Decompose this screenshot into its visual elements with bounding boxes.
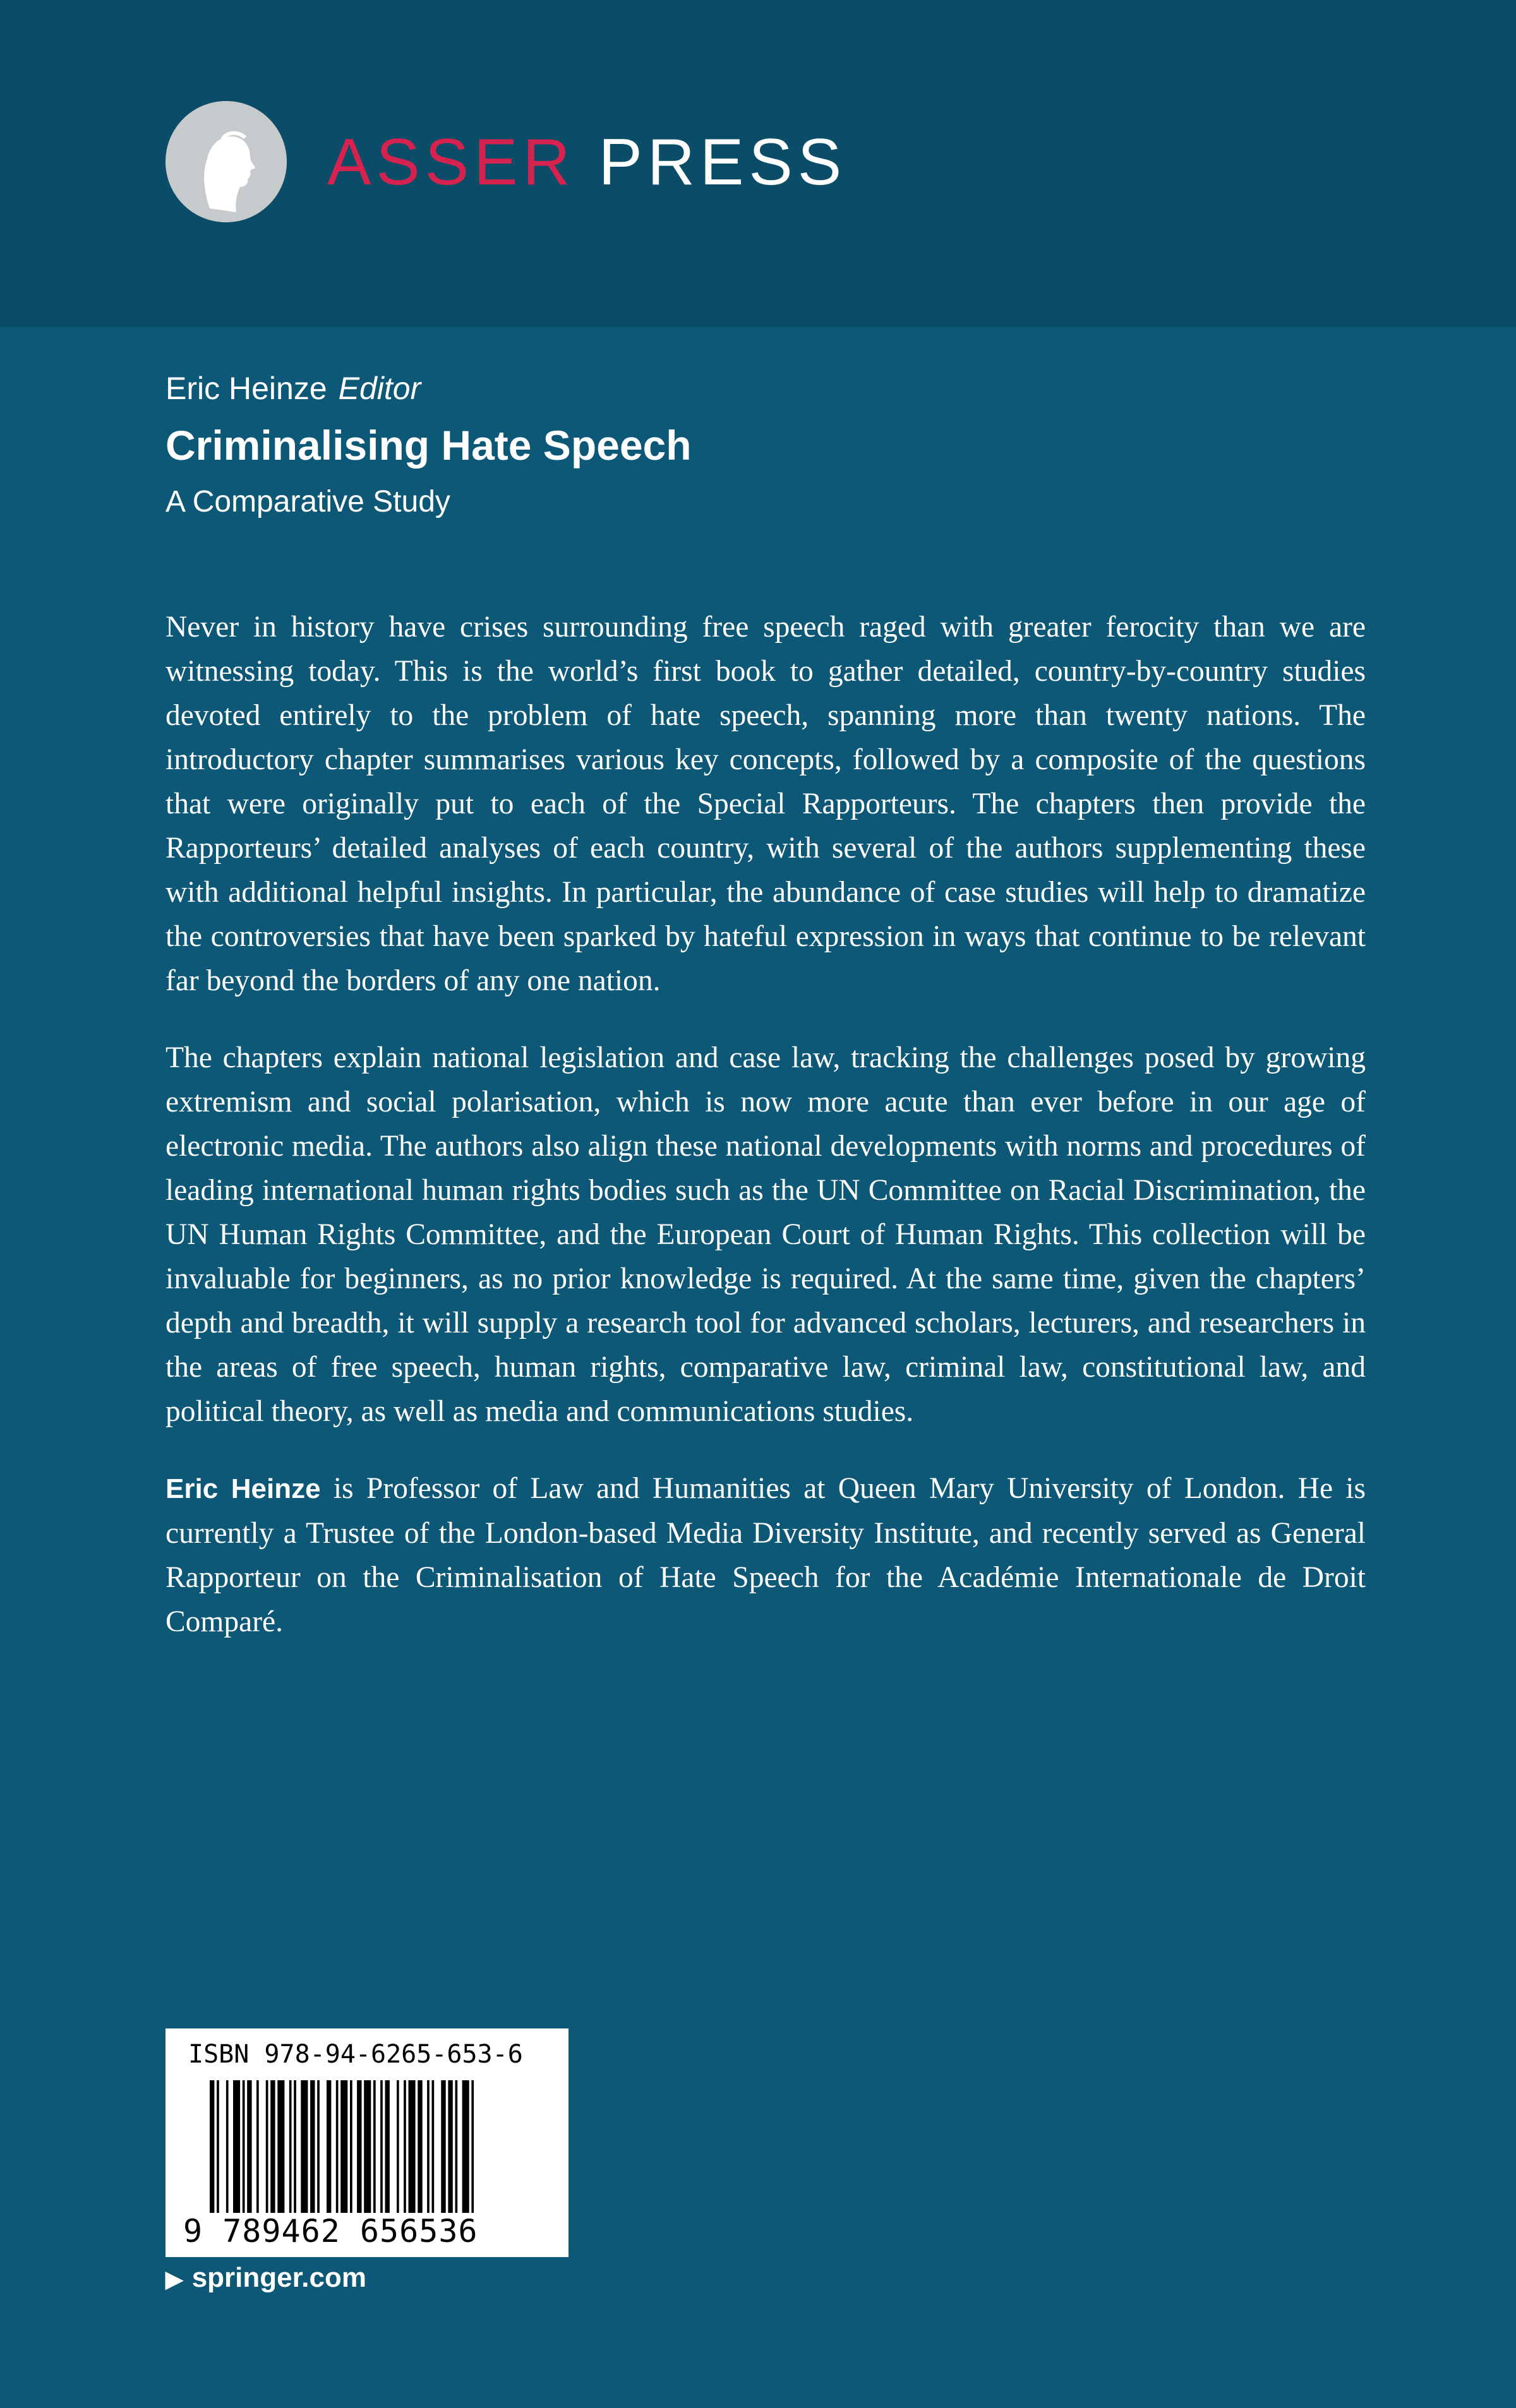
barcode-icon bbox=[207, 2080, 536, 2213]
book-title: Criminalising Hate Speech bbox=[165, 422, 692, 469]
publisher-name-press: PRESS bbox=[598, 126, 847, 199]
author-name: Eric Heinze bbox=[165, 1473, 321, 1504]
blurb-paragraph-1: Never in history have crises surrounding free speech raged with greater ferocity than we are witnessing today. This is the world’s first book to gather detailed, country-by-country studies devoted entirely to the problem of hate speech, spanning more than twenty nations. The introductory chapter summarises various key concepts, followed by a composite of the questions that were originally put to each of the Special Rapporteurs. The chapters then provide the Rapporteurs’ detailed analyses of each country, with several of the authors supplementing these with additional helpful insights. In particular, the abundance of case studies will help to dramatize the controversies that have been sparked by hateful expression in ways that continue to be relevant far beyond the borders of any one nation. bbox=[165, 611, 1366, 997]
publisher-name-main bbox=[575, 126, 846, 199]
publisher-logo-icon bbox=[165, 101, 287, 222]
editor-role: Editor bbox=[338, 371, 421, 406]
author-bio-text: is Professor of Law and Humanities at Queen Mary University of London. He is currently a Trustee of the London-based Media Diversity Institute, and recently served as General Rapporteur on the Criminalisation of Hate Speech for the Académie Internationale de Droit Comparé. bbox=[165, 1472, 1366, 1638]
barcode-digits: 9 789462 656536 bbox=[183, 2213, 478, 2249]
blurb bbox=[165, 605, 1366, 1677]
publisher-name-accent: ASSER bbox=[327, 126, 575, 199]
editor-line bbox=[165, 366, 421, 410]
springer-link[interactable] bbox=[165, 2258, 366, 2299]
triangle-right-icon: ▶ bbox=[165, 2266, 183, 2292]
editor-name: Eric Heinze bbox=[165, 371, 327, 406]
book-subtitle: A Comparative Study bbox=[165, 485, 450, 518]
publisher-name bbox=[327, 121, 846, 203]
isbn-label: ISBN 978-94-6265-653-6 bbox=[188, 2040, 523, 2069]
blurb-paragraph-2: The chapters explain national legislation and case law, tracking the challenges posed by growing extremism and social polarisation, which is now more acute than ever before in our age of electronic media. The authors also align these national developments with norms and procedures of leading international human rights bodies such as the UN Committee on Racial Discrimination, the UN Human Rights Committee, and the European Court of Human Rights. This collection will be invaluable for beginners, as no prior knowledge is required. At the same time, given the chapters’ depth and breadth, it will supply a research tool for advanced scholars, lecturers, and researchers in the areas of free speech, human rights, comparative law, criminal law, constitutional law, and political theory, as well as media and communications studies. bbox=[165, 1041, 1366, 1428]
springer-link-text: springer.com bbox=[191, 2262, 366, 2293]
isbn-barcode bbox=[165, 2028, 568, 2257]
author-bio bbox=[165, 1466, 1366, 1644]
